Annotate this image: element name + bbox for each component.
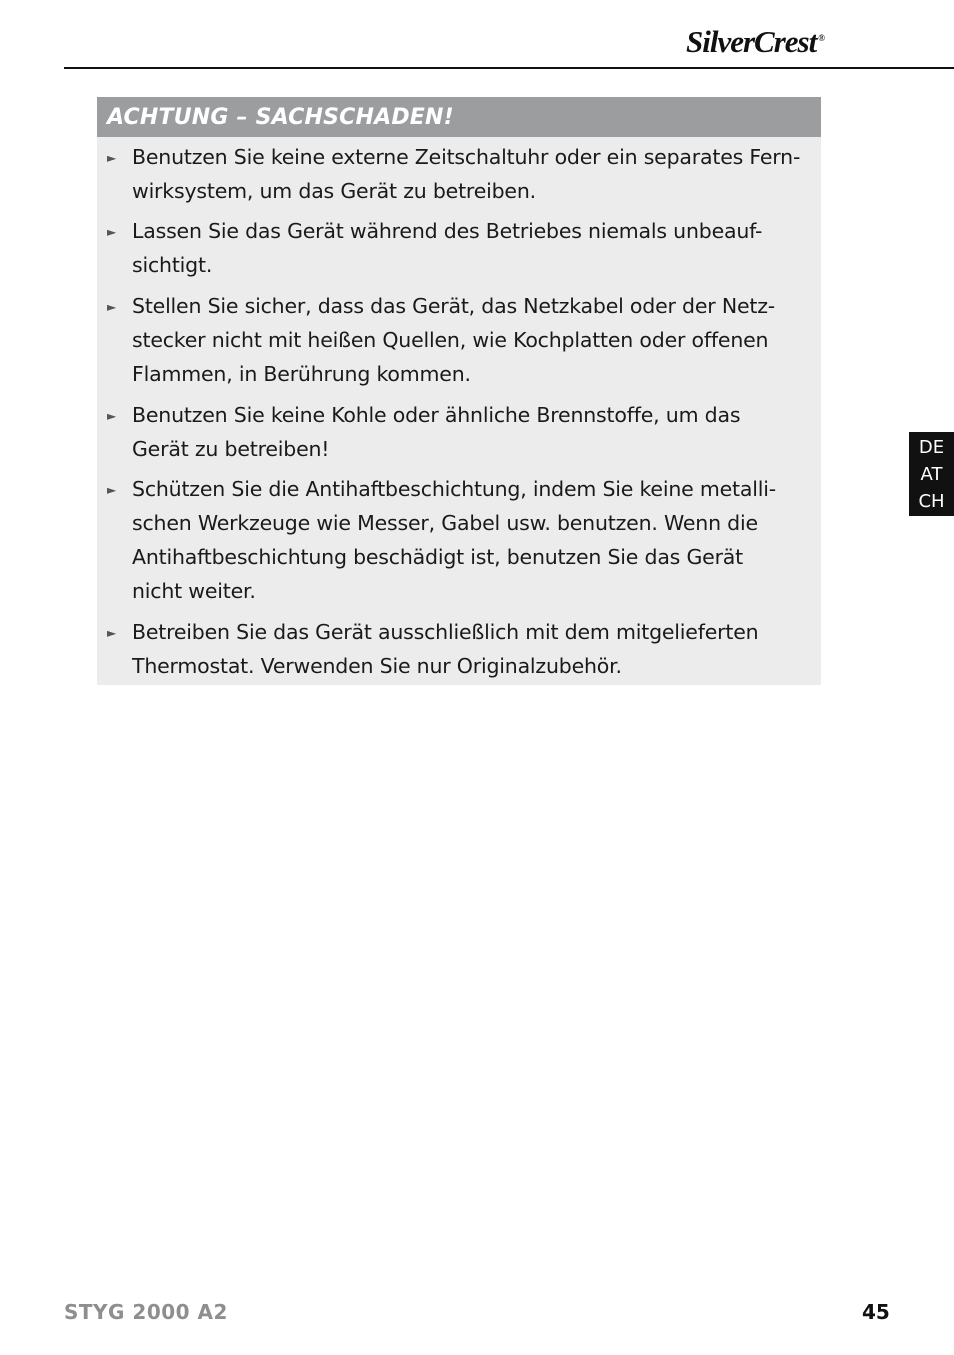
item-line: Schützen Sie die Antihaftbeschichtung, indem Sie keine metalli- (132, 477, 776, 501)
triangle-arrow-right-icon: ► (107, 300, 117, 314)
warning-box (97, 97, 821, 685)
item-line: Stellen Sie sicher, dass das Gerät, das Netzkabel oder der Netz- (132, 294, 775, 318)
triangle-arrow-right-icon: ► (107, 151, 117, 165)
item-line: sichtigt. (132, 253, 213, 277)
item-line: Benutzen Sie keine Kohle oder ähnliche Brennstoffe, um das (132, 403, 741, 427)
item-line: Lassen Sie das Gerät während des Betriebes niemals unbeauf- (132, 219, 763, 243)
item-line: Gerät zu betreiben! (132, 437, 330, 461)
language-code-de: DE (918, 437, 945, 458)
item-line: Antihaftbeschichtung beschädigt ist, benutzen Sie das Gerät (132, 545, 743, 569)
item-line: wirksystem, um das Gerät zu betreiben. (132, 179, 536, 203)
item-line: Thermostat. Verwenden Sie nur Originalzubehör. (132, 654, 622, 678)
language-tab (909, 432, 954, 516)
brand-logo (686, 24, 824, 60)
item-line: nicht weiter. (132, 579, 256, 603)
footer-model: STYG 2000 A2 (64, 1300, 228, 1324)
item-line: schen Werkzeuge wie Messer, Gabel usw. benutzen. Wenn die (132, 511, 758, 535)
triangle-arrow-right-icon: ► (107, 409, 117, 423)
triangle-arrow-right-icon: ► (107, 225, 117, 239)
item-line: Flammen, in Berührung kommen. (132, 362, 471, 386)
item-line: stecker nicht mit heißen Quellen, wie Kochplatten oder offenen (132, 328, 769, 352)
triangle-arrow-right-icon: ► (107, 626, 117, 640)
item-line: Benutzen Sie keine externe Zeitschaltuhr oder ein separates Fern- (132, 145, 801, 169)
triangle-arrow-right-icon: ► (107, 483, 117, 497)
header-rule (64, 67, 954, 69)
language-code-at: AT (920, 464, 943, 485)
brand-name: SilverCrest (686, 24, 817, 59)
language-code-ch: CH (918, 491, 945, 512)
warning-title: ACHTUNG – SACHSCHADEN! (97, 97, 821, 137)
page-number: 45 (862, 1300, 890, 1324)
registered-mark: ® (818, 32, 824, 43)
item-line: Betreiben Sie das Gerät ausschließlich mit dem mitgelieferten (132, 620, 759, 644)
